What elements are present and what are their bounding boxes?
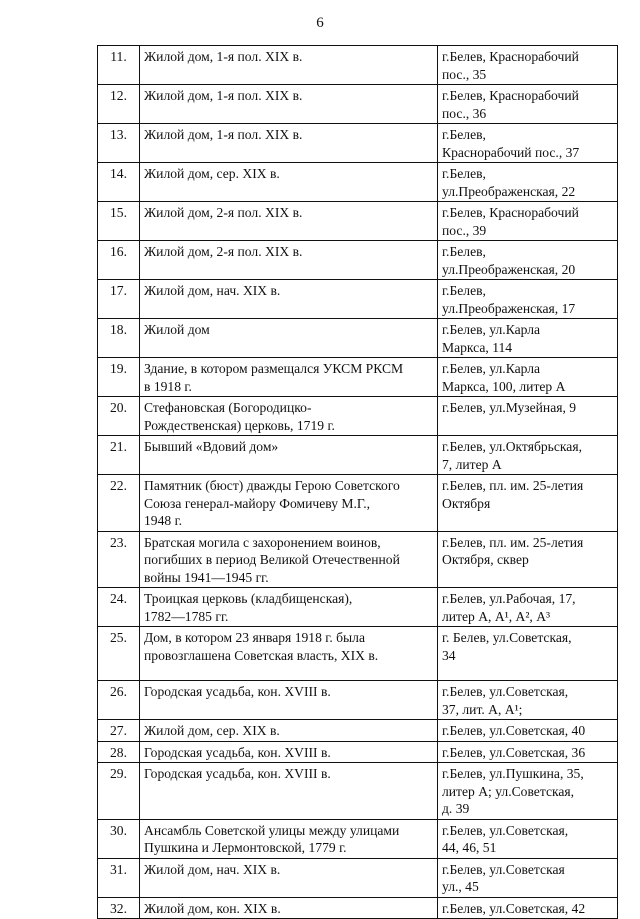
row-number-cell: 26. [98, 681, 140, 720]
object-name-cell: Бывший «Вдовий дом» [140, 436, 438, 475]
object-name-cell: Здание, в котором размещался УКСМ РКСМ в 1918 г. [140, 358, 438, 397]
object-name-cell: Дом, в котором 23 января 1918 г. была провозглашена Советская власть, XIX в. [140, 627, 438, 681]
address-cell: г.Белев, ул.Октябрьская, 7, литер А [438, 436, 618, 475]
object-name-cell: Городская усадьба, кон. XVIII в. [140, 681, 438, 720]
table-row [98, 124, 618, 163]
address-cell: г.Белев, ул.Карла Маркса, 100, литер А [438, 358, 618, 397]
row-number-cell: 29. [98, 763, 140, 820]
row-number-cell: 13. [98, 124, 140, 163]
table-row [98, 202, 618, 241]
object-name-cell: Жилой дом [140, 319, 438, 358]
row-number-cell: 16. [98, 241, 140, 280]
object-name-cell: Жилой дом, 2-я пол. XIX в. [140, 202, 438, 241]
row-number-cell: 31. [98, 858, 140, 897]
row-number-cell: 19. [98, 358, 140, 397]
object-name-cell: Жилой дом, нач. XIX в. [140, 280, 438, 319]
address-cell: г.Белев, пл. им. 25-летия Октября, сквер [438, 531, 618, 588]
table-row [98, 819, 618, 858]
address-cell: г.Белев, ул.Советская, 42 [438, 897, 618, 919]
address-cell: г.Белев, ул.Преображенская, 22 [438, 163, 618, 202]
page-number: 6 [316, 15, 324, 31]
address-cell: г.Белев, Краснорабочий пос., 35 [438, 46, 618, 85]
row-number-cell: 30. [98, 819, 140, 858]
table-row [98, 720, 618, 742]
object-name-cell: Городская усадьба, кон. XVIII в. [140, 763, 438, 820]
row-number-cell: 15. [98, 202, 140, 241]
table-row [98, 85, 618, 124]
row-number-cell: 25. [98, 627, 140, 681]
address-cell: г.Белев, ул.Советская, 37, лит. А, А¹; [438, 681, 618, 720]
row-number-cell: 11. [98, 46, 140, 85]
row-number-cell: 12. [98, 85, 140, 124]
table-row [98, 627, 618, 681]
table-row [98, 763, 618, 820]
address-cell: г.Белев, ул.Пушкина, 35, литер А; ул.Советская, д. 39 [438, 763, 618, 820]
table-row [98, 163, 618, 202]
address-cell: г.Белев, Краснорабочий пос., 39 [438, 202, 618, 241]
address-cell: г.Белев, пл. им. 25-летия Октября [438, 475, 618, 532]
table-row [98, 46, 618, 85]
table-row [98, 397, 618, 436]
object-name-cell: Жилой дом, 1-я пол. XIX в. [140, 124, 438, 163]
object-name-cell: Памятник (бюст) дважды Герою Советского Союза генерал-майору Фомичеву М.Г., 1948 г. [140, 475, 438, 532]
row-number-cell: 27. [98, 720, 140, 742]
table-row [98, 897, 618, 919]
row-number-cell: 20. [98, 397, 140, 436]
table-row [98, 358, 618, 397]
heritage-sites-table [97, 45, 618, 919]
address-cell: г.Белев, ул.Рабочая, 17, литер А, А¹, А², А³ [438, 588, 618, 627]
row-number-cell: 32. [98, 897, 140, 919]
row-number-cell: 28. [98, 741, 140, 763]
address-cell: г.Белев, ул.Музейная, 9 [438, 397, 618, 436]
object-name-cell: Жилой дом, нач. XIX в. [140, 858, 438, 897]
object-name-cell: Братская могила с захоронением воинов, погибших в период Великой Отечественной войны 1941—1945 гг. [140, 531, 438, 588]
object-name-cell: Жилой дом, сер. XIX в. [140, 163, 438, 202]
table-row [98, 741, 618, 763]
address-cell: г.Белев, Краснорабочий пос., 37 [438, 124, 618, 163]
table-row [98, 241, 618, 280]
object-name-cell: Троицкая церковь (кладбищенская), 1782—1785 гг. [140, 588, 438, 627]
object-name-cell: Жилой дом, кон. XIX в. [140, 897, 438, 919]
object-name-cell: Стефановская (Богородицко- Рождественская) церковь, 1719 г. [140, 397, 438, 436]
address-cell: г.Белев, ул.Преображенская, 20 [438, 241, 618, 280]
table-row [98, 475, 618, 532]
table-row [98, 858, 618, 897]
address-cell: г.Белев, ул.Преображенская, 17 [438, 280, 618, 319]
table-body [98, 46, 618, 919]
row-number-cell: 14. [98, 163, 140, 202]
table-row [98, 681, 618, 720]
row-number-cell: 23. [98, 531, 140, 588]
address-cell: г.Белев, ул.Советская, 40 [438, 720, 618, 742]
address-cell: г. Белев, ул.Советская, 34 [438, 627, 618, 681]
table-row [98, 319, 618, 358]
table-row [98, 280, 618, 319]
object-name-cell: Городская усадьба, кон. XVIII в. [140, 741, 438, 763]
row-number-cell: 24. [98, 588, 140, 627]
object-name-cell: Жилой дом, 1-я пол. XIX в. [140, 85, 438, 124]
row-number-cell: 17. [98, 280, 140, 319]
row-number-cell: 21. [98, 436, 140, 475]
table-row [98, 436, 618, 475]
row-number-cell: 18. [98, 319, 140, 358]
address-cell: г.Белев, ул.Советская, 44, 46, 51 [438, 819, 618, 858]
address-cell: г.Белев, ул.Советская, 36 [438, 741, 618, 763]
table-row [98, 588, 618, 627]
object-name-cell: Жилой дом, 2-я пол. XIX в. [140, 241, 438, 280]
object-name-cell: Ансамбль Советской улицы между улицами Пушкина и Лермонтовской, 1779 г. [140, 819, 438, 858]
address-cell: г.Белев, ул.Советская ул., 45 [438, 858, 618, 897]
address-cell: г.Белев, Краснорабочий пос., 36 [438, 85, 618, 124]
object-name-cell: Жилой дом, сер. XIX в. [140, 720, 438, 742]
table-row [98, 531, 618, 588]
address-cell: г.Белев, ул.Карла Маркса, 114 [438, 319, 618, 358]
row-number-cell: 22. [98, 475, 140, 532]
object-name-cell: Жилой дом, 1-я пол. XIX в. [140, 46, 438, 85]
